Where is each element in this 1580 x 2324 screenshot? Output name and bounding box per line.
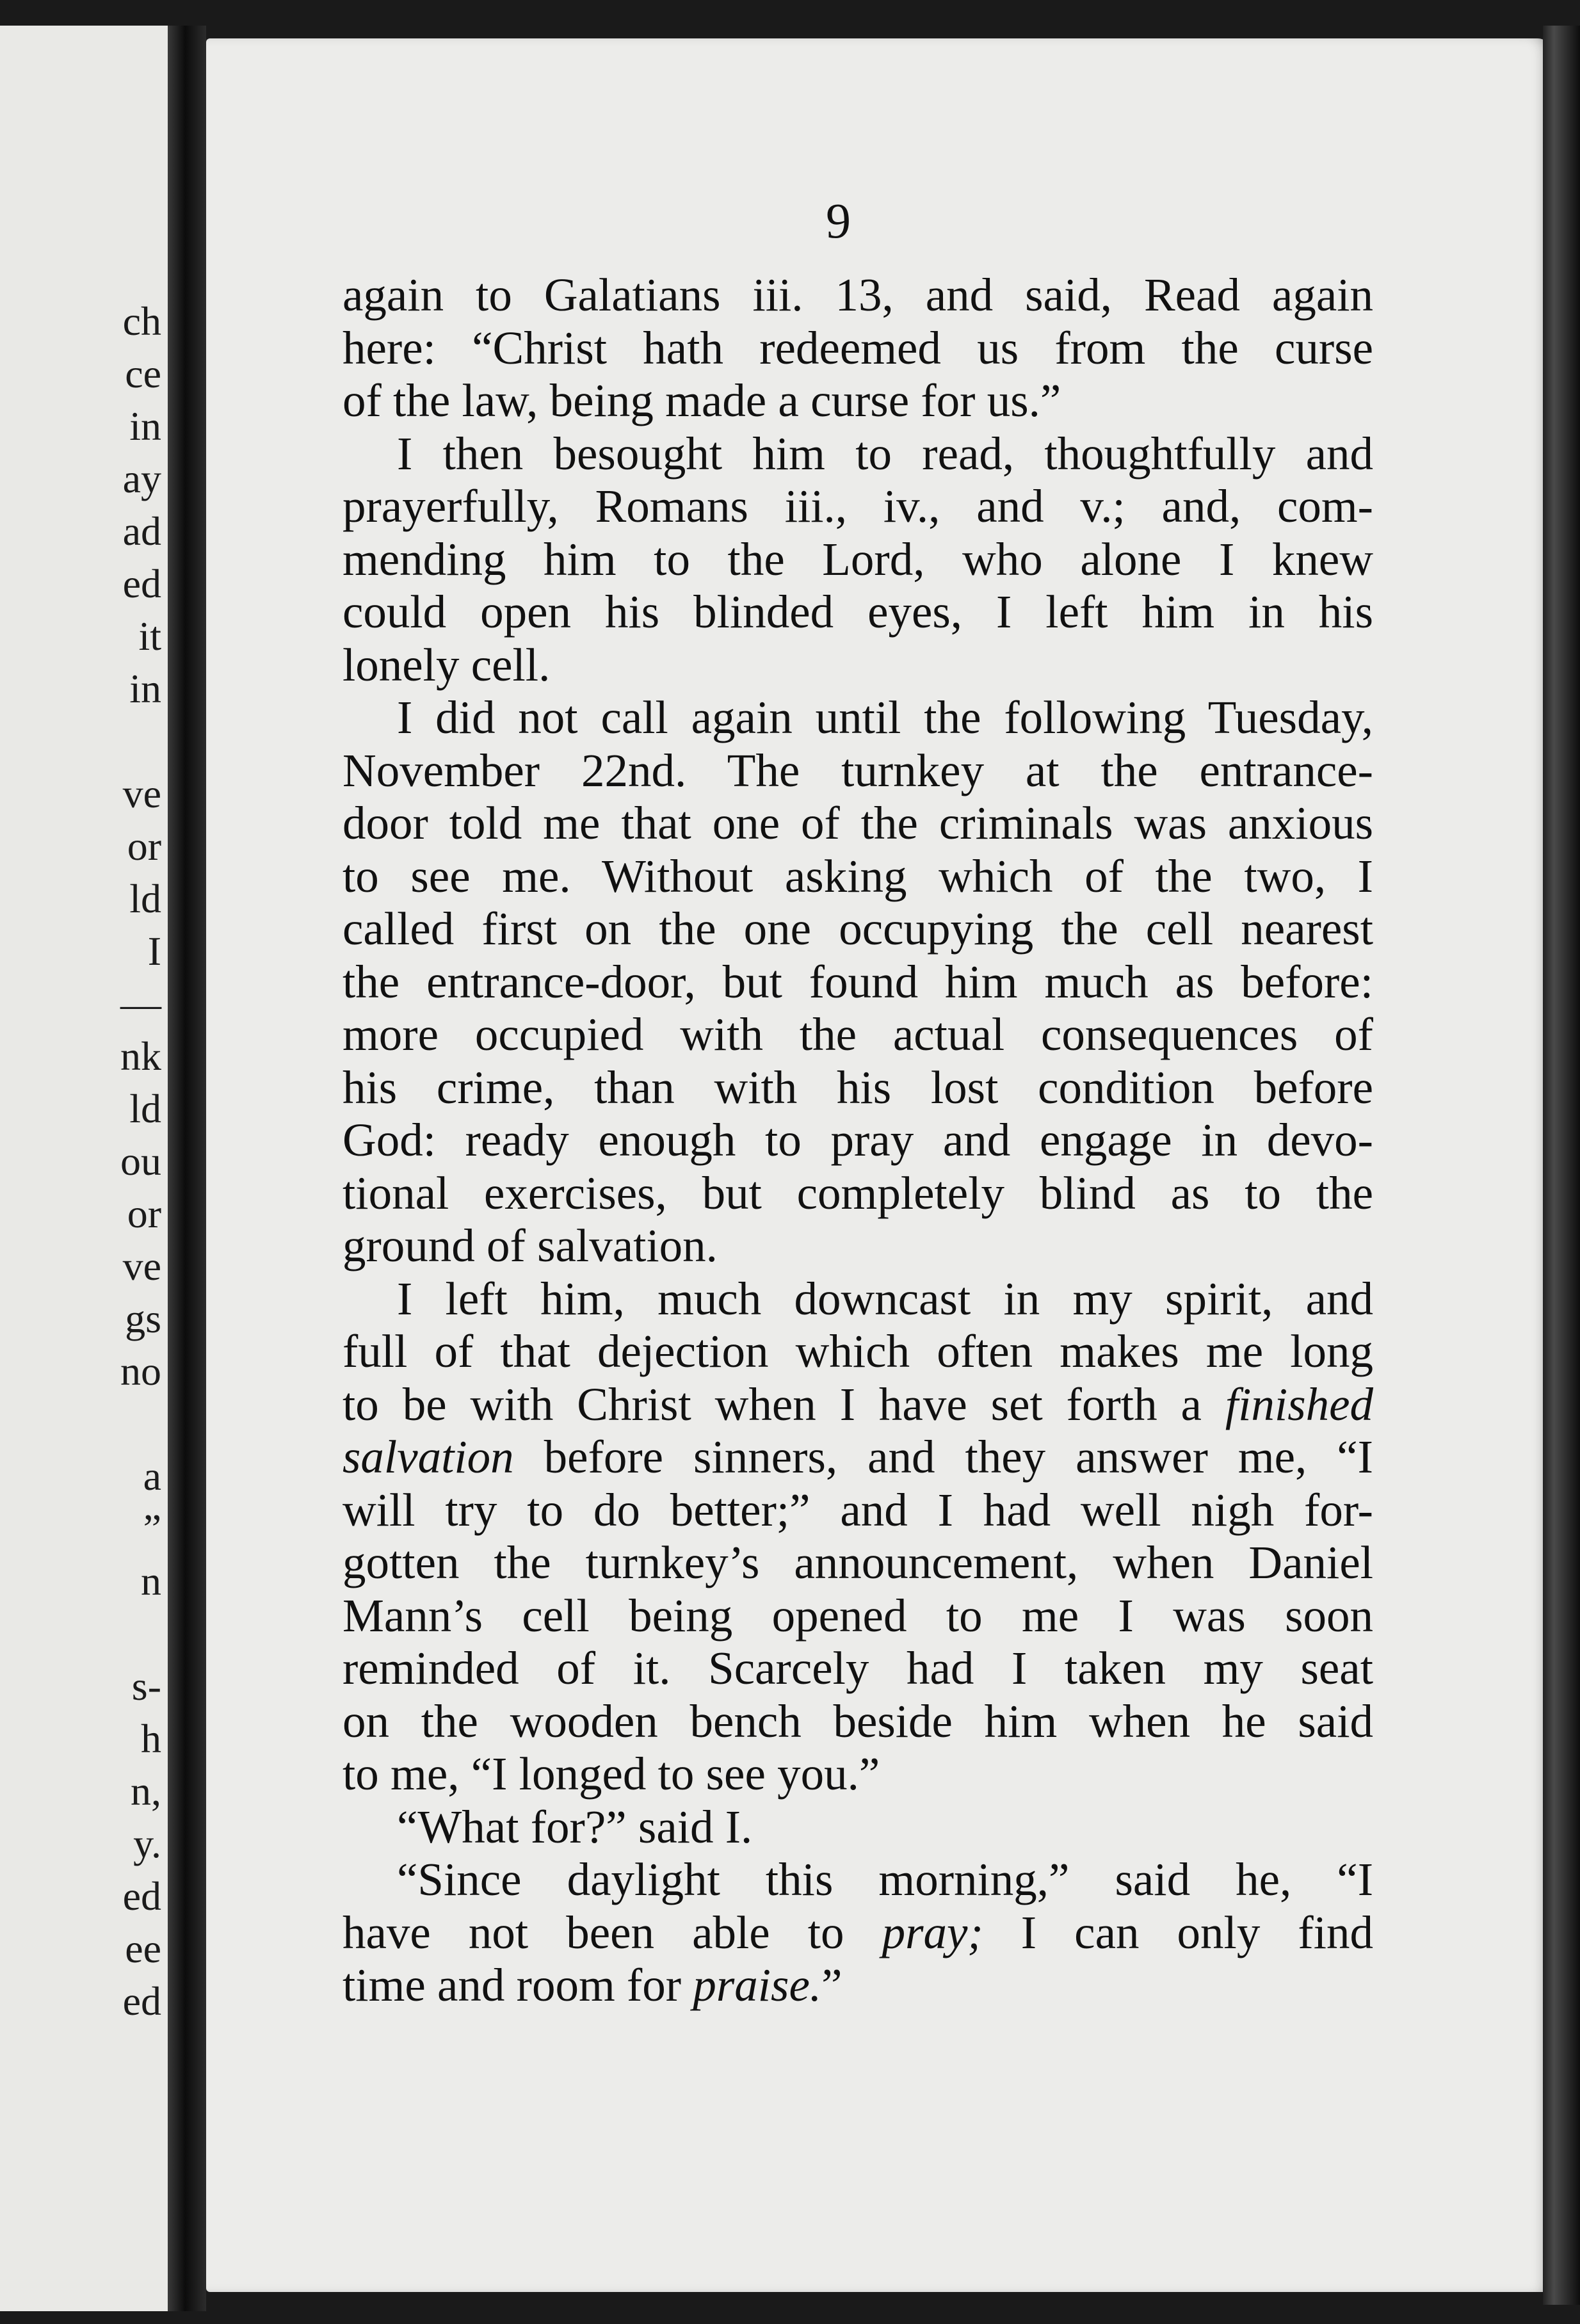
text-line: called first on the one occupying the cell nearest: [343, 903, 1373, 955]
italic-word: praise.: [693, 1959, 822, 2011]
text-line: could open his blinded eyes, I left him in his: [343, 586, 1373, 638]
facing-page-text: in: [129, 666, 161, 711]
text-line: God: ready enough to pray and engage in devo-: [343, 1114, 1373, 1166]
facing-page-text: ed: [122, 1978, 161, 2024]
text-segment: ”: [821, 1959, 842, 2011]
facing-page-text: ed: [122, 561, 161, 606]
text-line: prayerfully, Romans iii., iv., and v.; and, com-: [343, 480, 1373, 532]
text-line: [343, 1378, 1373, 1432]
facing-page-text: gs: [125, 1296, 161, 1341]
facing-page-text: a: [143, 1453, 161, 1499]
text-line: mending him to the Lord, who alone I knew: [343, 533, 1373, 585]
facing-page-text: in: [129, 403, 161, 449]
facing-page-text: ld: [129, 876, 161, 921]
facing-page-text: no: [120, 1348, 161, 1394]
text-line: door told me that one of the criminals was anxious: [343, 797, 1373, 849]
text-line: [343, 1431, 1373, 1484]
body-text: [343, 269, 1373, 2012]
facing-page-text: nk: [120, 1033, 161, 1079]
facing-page-text: or: [127, 823, 161, 869]
text-line: will try to do better;” and I had well nigh for-: [343, 1483, 1373, 1536]
facing-page-text: it: [138, 613, 161, 659]
book-gutter: [168, 26, 206, 2311]
facing-page-text: ou: [120, 1138, 161, 1184]
facing-page-text: I: [147, 928, 161, 974]
text-line: reminded of it. Scarcely had I taken my seat: [343, 1642, 1373, 1694]
italic-word: salvation: [343, 1431, 514, 1483]
text-line: lonely cell.: [343, 638, 551, 691]
facing-page-text: ed: [122, 1873, 161, 1919]
text-segment: have not been able to: [343, 1906, 882, 1958]
facing-page-text: ve: [122, 1243, 161, 1289]
facing-page-text: s-: [131, 1663, 161, 1709]
facing-page-text: ce: [125, 351, 161, 396]
text-segment: before sinners, and they answer me, “I: [513, 1431, 1373, 1483]
text-segment: I can only find: [983, 1906, 1373, 1958]
facing-page-text: ay: [122, 456, 161, 501]
text-line: on the wooden bench beside him when he said: [343, 1695, 1373, 1747]
facing-page-text: h: [141, 1716, 161, 1761]
facing-page-text: n: [141, 1558, 161, 1604]
page-number: 9: [826, 193, 851, 248]
text-line: November 22nd. The turnkey at the entrance-: [343, 744, 1373, 796]
text-segment: time and room for: [343, 1959, 693, 2011]
text-line: I left him, much downcast in my spirit, and: [397, 1272, 1373, 1325]
page-edge: [1543, 26, 1580, 2305]
text-line: I did not call again until the following Tuesday,: [397, 691, 1373, 743]
text-line: [343, 1907, 1373, 1960]
text-line: “What for?” said I.: [397, 1800, 753, 1853]
text-line: the entrance-door, but found him much as before:: [343, 955, 1373, 1008]
italic-word: pray;: [882, 1906, 983, 1958]
text-segment: to be with Christ when I have set forth a: [343, 1378, 1225, 1430]
facing-page-text: y.: [133, 1821, 161, 1866]
facing-page-text: —: [120, 981, 161, 1026]
text-line: more occupied with the actual consequences of: [343, 1008, 1373, 1060]
text-line: “Since daylight this morning,” said he, “I: [397, 1853, 1373, 1905]
facing-page-text: ld: [129, 1086, 161, 1131]
facing-page-text: ch: [122, 298, 161, 344]
text-line: to see me. Without asking which of the two, I: [343, 850, 1373, 902]
text-line: ground of salvation.: [343, 1220, 718, 1271]
facing-page-fragment: [0, 26, 168, 2311]
text-line: I then besought him to read, thoughtfully and: [397, 427, 1373, 480]
text-line: of the law, being made a curse for us.”: [343, 375, 1061, 426]
text-line: full of that dejection which often makes me long: [343, 1325, 1373, 1377]
facing-page-text: n,: [131, 1768, 161, 1814]
text-line: [343, 1959, 1373, 2012]
text-line: again to Galatians iii. 13, and said, Read again: [343, 269, 1373, 321]
text-line: Mann’s cell being opened to me I was soon: [343, 1589, 1373, 1642]
facing-page-text: ve: [122, 771, 161, 816]
facing-page-text: ad: [122, 508, 161, 554]
text-line: here: “Christ hath redeemed us from the curse: [343, 321, 1373, 374]
facing-page-text: ee: [125, 1926, 161, 1971]
text-line: gotten the turnkey’s announcement, when Daniel: [343, 1537, 1373, 1588]
facing-page-text: or: [127, 1191, 161, 1236]
facing-page-text: ”: [143, 1506, 161, 1551]
text-line: to me, “I longed to see you.”: [343, 1748, 880, 1800]
italic-word: finished: [1225, 1378, 1373, 1430]
text-line: his crime, than with his lost condition before: [343, 1061, 1373, 1113]
text-line: tional exercises, but completely blind as to the: [343, 1166, 1373, 1219]
